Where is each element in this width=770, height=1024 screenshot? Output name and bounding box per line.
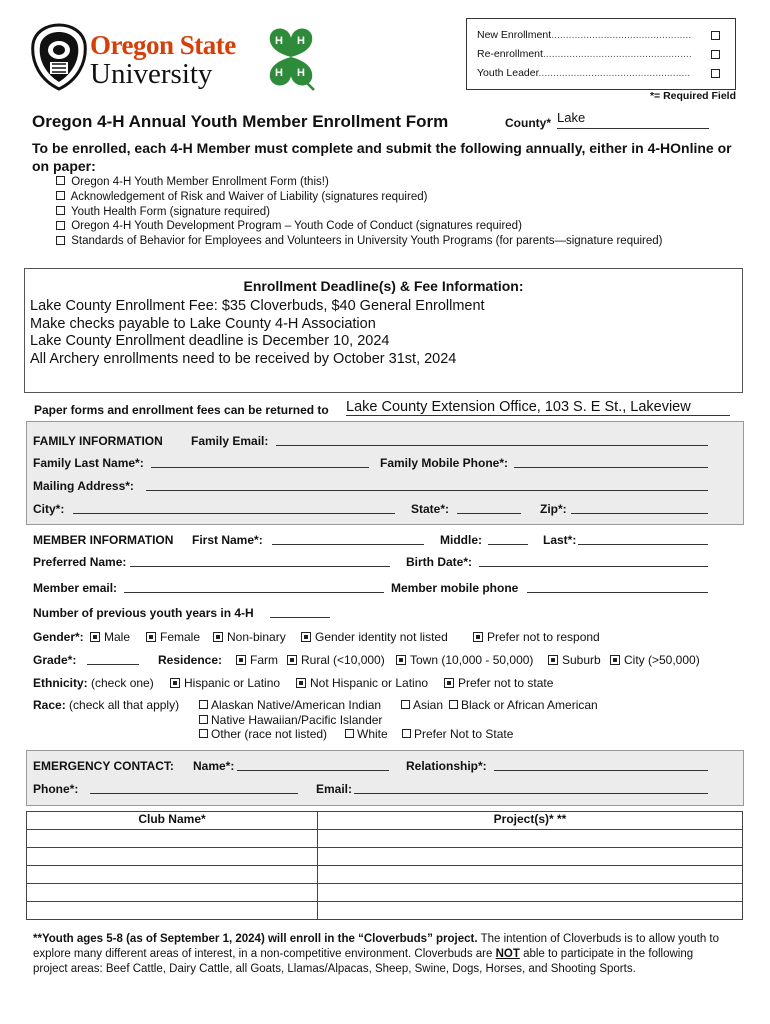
gender-checkbox[interactable]	[473, 632, 483, 642]
requirement-checkbox[interactable]	[56, 191, 65, 200]
ethnicity-checkbox[interactable]	[296, 678, 306, 688]
family-last-name-label: Family Last Name*:	[33, 456, 144, 470]
grade-input[interactable]	[87, 652, 139, 665]
first-name-input[interactable]	[272, 532, 424, 545]
middle-name-input[interactable]	[488, 532, 528, 545]
residence-checkbox[interactable]	[287, 655, 297, 665]
fee-line: Lake County Enrollment Fee: $35 Cloverbuds, $40 General Enrollment	[30, 298, 485, 314]
residence-option-city[interactable]: City (>50,000)	[610, 653, 700, 667]
enrollment-type-re[interactable]: Re-enrollment...................................................	[477, 48, 692, 60]
gender-row: Gender*:	[33, 630, 84, 644]
residence-checkbox[interactable]	[396, 655, 406, 665]
gender-option-male[interactable]: Male	[90, 630, 130, 644]
emergency-contact-label: EMERGENCY CONTACT:	[33, 759, 174, 773]
last-name-input[interactable]	[578, 532, 708, 545]
family-mobile-input[interactable]	[514, 455, 708, 468]
club-name-cell[interactable]	[27, 866, 318, 884]
beaver-shield-icon	[30, 22, 88, 92]
4h-clover-icon	[258, 24, 324, 94]
ethnicity-label: Ethnicity: (check one)	[33, 676, 154, 690]
race-checkbox[interactable]	[199, 715, 208, 724]
gender-option-prefer-not[interactable]: Prefer not to respond	[473, 630, 600, 644]
project-cell[interactable]	[318, 866, 743, 884]
return-location[interactable]: Lake County Extension Office, 103 S. E St., Lakeview	[346, 399, 730, 416]
re-enrollment-checkbox[interactable]	[711, 50, 720, 59]
deadline-box	[24, 268, 743, 393]
race-option-other[interactable]: Other (race not listed)	[199, 727, 327, 741]
emergency-email-label: Email:	[316, 782, 353, 796]
emergency-email-input[interactable]	[354, 781, 708, 794]
years-input[interactable]	[270, 605, 330, 618]
requirement-item[interactable]: Youth Health Form (signature required)	[56, 205, 663, 220]
race-checkbox[interactable]	[199, 700, 208, 709]
race-option-prefer-not[interactable]: Prefer Not to State	[402, 727, 513, 741]
birth-date-input[interactable]	[479, 554, 708, 567]
residence-option-suburb[interactable]: Suburb	[548, 653, 601, 667]
family-email-input[interactable]	[276, 433, 708, 446]
family-mobile-label: Family Mobile Phone*:	[380, 456, 509, 470]
emergency-phone-label: Phone*:	[33, 782, 79, 796]
member-info-label: MEMBER INFORMATION	[33, 533, 174, 547]
residence-option-farm[interactable]: Farm	[236, 653, 278, 667]
club-name-cell[interactable]	[27, 902, 318, 920]
gender-option-not-listed[interactable]: Gender identity not listed	[301, 630, 448, 644]
gender-checkbox[interactable]	[301, 632, 311, 642]
project-cell[interactable]	[318, 902, 743, 920]
emergency-phone-input[interactable]	[90, 781, 298, 794]
race-option-white[interactable]: White	[345, 727, 388, 741]
race-checkbox[interactable]	[401, 700, 410, 709]
table-row[interactable]	[27, 830, 743, 848]
gender-checkbox[interactable]	[213, 632, 223, 642]
gender-option-nonbinary[interactable]: Non-binary	[213, 630, 286, 644]
birth-date-label: Birth Date*:	[406, 555, 473, 569]
family-email-label: Family Email:	[191, 434, 269, 448]
youth-leader-checkbox[interactable]	[711, 69, 720, 78]
emergency-name-label: Name*:	[193, 759, 235, 773]
race-checkbox[interactable]	[345, 729, 354, 738]
requirement-checkbox[interactable]	[56, 176, 65, 185]
years-label: Number of previous youth years in 4-H	[33, 606, 254, 620]
svg-text:H: H	[275, 35, 283, 47]
club-name-cell[interactable]	[27, 830, 318, 848]
race-option-black[interactable]: Black or African American	[449, 698, 598, 712]
table-row[interactable]	[27, 848, 743, 866]
city-input[interactable]	[73, 501, 395, 514]
requirement-item[interactable]: Oregon 4-H Youth Member Enrollment Form (this!)	[56, 175, 663, 190]
zip-input[interactable]	[571, 501, 708, 514]
race-option-asian[interactable]: Asian	[401, 698, 443, 712]
new-enrollment-checkbox[interactable]	[711, 31, 720, 40]
residence-label: Residence:	[158, 653, 223, 667]
university-name-line1: Oregon State	[90, 30, 236, 60]
deadline-line: Lake County Enrollment deadline is December 10, 2024	[30, 333, 390, 350]
university-name-line2: University	[90, 58, 213, 90]
gender-option-female[interactable]: Female	[146, 630, 200, 644]
requirement-checkbox[interactable]	[56, 221, 65, 230]
residence-checkbox[interactable]	[610, 655, 620, 665]
member-mobile-label: Member mobile phone	[391, 581, 519, 595]
club-name-cell[interactable]	[27, 848, 318, 866]
club-project-table	[26, 811, 743, 920]
svg-text:H: H	[297, 35, 305, 47]
gender-checkbox[interactable]	[90, 632, 100, 642]
ethnicity-checkbox[interactable]	[170, 678, 180, 688]
middle-name-label: Middle:	[440, 533, 482, 547]
requirement-item[interactable]: Oregon 4-H Youth Development Program – Youth Code of Conduct (signatures required)	[56, 219, 663, 234]
cloverbuds-footnote: **Youth ages 5-8 (as of September 1, 2024) will enroll in the “Cloverbuds” project. The intention of Cloverbuds is to allow youth to explore many different areas of interest, in a non-competitive environment. Cloverbuds are NOT able to participate in the following project areas: Beef Cattle, Dairy Cattle, all Goats, Llamas/Alpacas, Sheep, Swine, Dogs, Horses, and Shooting Sports.	[33, 933, 720, 975]
family-info-label: FAMILY INFORMATION	[33, 434, 163, 448]
ethnicity-option-hispanic[interactable]: Hispanic or Latino	[170, 676, 280, 690]
project-cell[interactable]	[318, 848, 743, 866]
requirement-checkbox[interactable]	[56, 206, 65, 215]
ethnicity-option-prefer-not[interactable]: Prefer not to state	[444, 676, 553, 690]
svg-text:H: H	[275, 67, 283, 79]
table-header-row	[27, 812, 743, 830]
archery-line: All Archery enrollments need to be received by October 31st, 2024	[30, 350, 457, 367]
projects-header: Project(s)* **	[318, 812, 743, 830]
mailing-address-label: Mailing Address*:	[33, 479, 134, 493]
requirement-item[interactable]: Standards of Behavior for Employees and Volunteers in University Youth Programs (for parents—signature required)	[56, 234, 663, 249]
residence-checkbox[interactable]	[236, 655, 246, 665]
preferred-name-input[interactable]	[130, 554, 390, 567]
member-email-label: Member email:	[33, 581, 118, 595]
race-option-alaskan[interactable]: Alaskan Native/American Indian	[199, 698, 381, 712]
table-row[interactable]	[27, 884, 743, 902]
relationship-label: Relationship*:	[406, 759, 487, 773]
residence-checkbox[interactable]	[548, 655, 558, 665]
race-checkbox[interactable]	[402, 729, 411, 738]
required-field-note: *= Required Field	[649, 90, 736, 102]
state-input[interactable]	[457, 501, 521, 514]
requirement-checkbox[interactable]	[56, 236, 65, 245]
member-email-input[interactable]	[124, 580, 384, 593]
project-cell[interactable]	[318, 884, 743, 902]
emergency-name-input[interactable]	[237, 758, 389, 771]
relationship-input[interactable]	[494, 758, 708, 771]
city-label: City*:	[33, 502, 65, 516]
race-label: Race: (check all that apply)	[33, 698, 180, 712]
enrollment-type-box	[466, 18, 736, 90]
residence-option-town[interactable]: Town (10,000 - 50,000)	[396, 653, 533, 667]
enrollment-type-new[interactable]: New Enrollment................................................	[477, 29, 691, 41]
family-last-name-input[interactable]	[151, 455, 369, 468]
grade-label: Grade*:	[33, 653, 77, 667]
enrollment-type-leader[interactable]: Youth Leader....................................................	[477, 67, 690, 79]
last-name-label: Last*:	[543, 533, 577, 547]
requirements-list	[56, 175, 663, 249]
table-row[interactable]	[27, 902, 743, 920]
project-cell[interactable]	[318, 830, 743, 848]
first-name-label: First Name*:	[192, 533, 263, 547]
zip-label: Zip*:	[540, 502, 567, 516]
club-name-header: Club Name*	[27, 812, 318, 830]
member-mobile-input[interactable]	[527, 580, 708, 593]
club-name-cell[interactable]	[27, 884, 318, 902]
osu-logo	[30, 22, 250, 94]
county-input[interactable]: Lake	[557, 110, 709, 129]
payment-line: Make checks payable to Lake County 4-H Association	[30, 315, 376, 332]
deadline-title: Enrollment Deadline(s) & Fee Information:	[243, 278, 524, 294]
ethnicity-checkbox[interactable]	[444, 678, 454, 688]
mailing-address-input[interactable]	[146, 478, 708, 491]
gender-checkbox[interactable]	[146, 632, 156, 642]
race-checkbox[interactable]	[199, 729, 208, 738]
preferred-name-label: Preferred Name:	[33, 555, 127, 569]
race-option-hawaiian[interactable]: Native Hawaiian/Pacific Islander	[199, 713, 382, 727]
page-title: Oregon 4-H Annual Youth Member Enrollment Form	[32, 112, 449, 131]
state-label: State*:	[411, 502, 450, 516]
intro-heading: To be enrolled, each 4-H Member must complete and submit the following annually, either in 4-HOnline or on paper:	[32, 140, 732, 174]
svg-text:H: H	[297, 67, 305, 79]
requirement-item[interactable]: Acknowledgement of Risk and Waiver of Liability (signatures required)	[56, 190, 663, 205]
table-row[interactable]	[27, 866, 743, 884]
return-label: Paper forms and enrollment fees can be returned to	[34, 403, 329, 417]
residence-option-rural[interactable]: Rural (<10,000)	[287, 653, 385, 667]
ethnicity-option-not-hispanic[interactable]: Not Hispanic or Latino	[296, 676, 428, 690]
race-checkbox[interactable]	[449, 700, 458, 709]
